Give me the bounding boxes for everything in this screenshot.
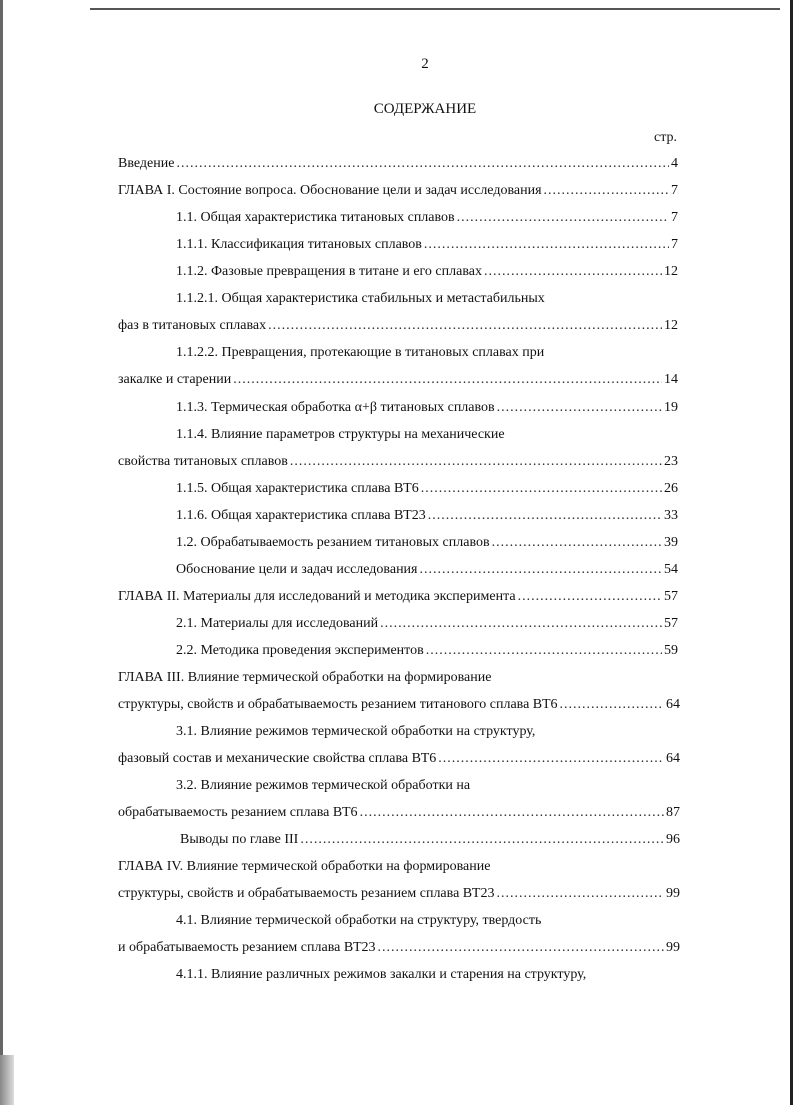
toc-entry-text: ГЛАВА III. Влияние термической обработки на формирование: [118, 670, 492, 685]
scan-top-edge: [90, 8, 780, 10]
toc-entry-text: Введение: [118, 156, 175, 171]
toc-entry-text: ГЛАВА II. Материалы для исследований и методика эксперимента: [118, 589, 516, 604]
page-title: СОДЕРЖАНИЕ: [373, 101, 477, 117]
toc-entry-text: и обрабатываемость резанием сплава ВТ23: [118, 940, 376, 955]
toc-entry: [176, 721, 535, 743]
toc-entry-page: 99: [666, 886, 680, 901]
toc-dot-leader: [420, 559, 663, 581]
toc-dot-leader: [378, 937, 664, 959]
toc-entry-page: 19: [664, 400, 678, 415]
toc-entry-text: 1.1.4. Влияние параметров структуры на механические: [176, 427, 505, 442]
toc-entry: [118, 937, 680, 959]
toc-entry: [118, 856, 490, 878]
toc-entry: [176, 288, 545, 310]
toc-entry-text: 4.1.1. Влияние различных режимов закалки и старения на структуру,: [176, 967, 587, 982]
toc-dot-leader: [492, 532, 662, 554]
toc-entry-text: 4.1. Влияние термической обработки на структуру, твердость: [176, 913, 542, 928]
toc-entry-page: 12: [664, 318, 678, 333]
toc-entry-page: 12: [664, 264, 678, 279]
toc-entry: [176, 478, 678, 500]
toc-entry: [176, 532, 678, 554]
toc-entry: [176, 424, 505, 446]
toc-entry-page: 7: [671, 237, 678, 252]
toc-entry-text: 3.2. Влияние режимов термической обработки на: [176, 778, 471, 793]
toc-entry: [176, 775, 470, 797]
toc-dot-leader: [426, 640, 662, 662]
toc-entry-page: 7: [671, 210, 678, 225]
toc-dot-leader: [497, 397, 662, 419]
toc-dot-leader: [290, 451, 662, 473]
toc-entry-text: 1.1.2.2. Превращения, протекающие в титановых сплавах при: [176, 345, 545, 360]
toc-entry-text: 2.1. Материалы для исследований: [176, 616, 379, 631]
toc-entry-page: 99: [666, 940, 680, 955]
toc-entry: [176, 342, 544, 364]
toc-entry: [176, 559, 678, 581]
toc-entry-text: обрабатываемость резанием сплава ВТ6: [118, 805, 358, 820]
toc-entry: [118, 667, 491, 689]
toc-entry-text: 1.1.1. Классификация титановых сплавов: [176, 237, 422, 252]
toc-entry: [176, 964, 586, 986]
toc-entry: [180, 829, 680, 851]
toc-entry-page: 23: [664, 454, 678, 469]
page-column-label: стр.: [654, 130, 678, 145]
toc-dot-leader: [300, 829, 664, 851]
toc-entry: [176, 261, 678, 283]
toc-entry-text: свойства титановых сплавов: [118, 454, 288, 469]
toc-entry-text: закалке и старении: [118, 372, 232, 387]
toc-entry-page: 26: [664, 481, 678, 496]
toc-entry-text: 1.1.2.1. Общая характеристика стабильных и метастабильных: [176, 291, 545, 306]
toc-dot-leader: [176, 153, 669, 175]
toc-entry-page: 57: [664, 616, 678, 631]
toc-dot-leader: [544, 180, 669, 202]
toc-entry: [118, 153, 678, 175]
toc-entry-text: Выводы по главе III: [180, 832, 299, 847]
toc-entry: [176, 207, 678, 229]
toc-dot-leader: [560, 694, 665, 716]
toc-entry-text: 1.1.6. Общая характеристика сплава ВТ23: [176, 508, 426, 523]
toc-dot-leader: [233, 369, 662, 391]
toc-entry: [118, 586, 678, 608]
toc-entry: [176, 505, 678, 527]
toc-entry-page: 96: [666, 832, 680, 847]
toc-dot-leader: [360, 802, 664, 824]
toc-entry: [118, 694, 680, 716]
toc-dot-leader: [380, 613, 662, 635]
toc-dot-leader: [438, 748, 664, 770]
toc-entry-page: 57: [664, 589, 678, 604]
scan-left-edge: [0, 0, 3, 1105]
toc-entry-text: 3.1. Влияние режимов термической обработки на структуру,: [176, 724, 536, 739]
toc-entry: [118, 180, 678, 202]
toc-entry-text: 1.1.2. Фазовые превращения в титане и его сплавах: [176, 264, 482, 279]
toc-entry-text: 1.1.3. Термическая обработка α+β титановых сплавов: [176, 400, 495, 415]
toc-entry: [176, 910, 541, 932]
scan-corner-mark: [0, 1055, 14, 1105]
toc-entry: [118, 748, 680, 770]
toc-entry-page: 39: [664, 535, 678, 550]
toc-entry-text: 1.1. Общая характеристика титановых сплавов: [176, 210, 455, 225]
toc-entry: [176, 613, 678, 635]
toc-entry: [118, 883, 680, 905]
toc-entry-text: 1.2. Обрабатываемость резанием титановых сплавов: [176, 535, 490, 550]
toc-entry-page: 64: [666, 751, 680, 766]
toc-entry-page: 64: [666, 697, 680, 712]
toc-dot-leader: [484, 261, 662, 283]
toc-entry-text: структуры, свойств и обрабатываемость резанием сплава ВТ23: [118, 886, 495, 901]
toc-entry: [118, 802, 680, 824]
toc-entry: [118, 369, 678, 391]
toc-dot-leader: [428, 505, 662, 527]
toc-entry-page: 59: [664, 643, 678, 658]
toc-dot-leader: [421, 478, 662, 500]
toc-entry-page: 87: [666, 805, 680, 820]
toc-dot-leader: [424, 234, 669, 256]
toc-entry-page: 33: [664, 508, 678, 523]
toc-entry-text: фазовый состав и механические свойства сплава ВТ6: [118, 751, 437, 766]
toc-entry: [176, 234, 678, 256]
toc-dot-leader: [496, 883, 664, 905]
toc-entry-page: 4: [671, 156, 678, 171]
toc-entry: [176, 640, 678, 662]
toc-entry: [176, 397, 678, 419]
toc-dot-leader: [457, 207, 669, 229]
toc-entry: [118, 315, 678, 337]
toc-entry-text: 1.1.5. Общая характеристика сплава ВТ6: [176, 481, 419, 496]
toc-entry-text: ГЛАВА I. Состояние вопроса. Обоснование цели и задач исследования: [118, 183, 542, 198]
toc-dot-leader: [518, 586, 662, 608]
toc-entry-page: 7: [671, 183, 678, 198]
toc-entry-text: структуры, свойств и обрабатываемость резанием титанового сплава ВТ6: [118, 697, 558, 712]
toc-entry-page: 14: [664, 372, 678, 387]
toc-dot-leader: [268, 315, 662, 337]
toc-entry-text: 2.2. Методика проведения экспериментов: [176, 643, 424, 658]
page-number: 2: [421, 56, 429, 72]
toc-entry-page: 54: [664, 562, 678, 577]
toc-entry-text: ГЛАВА IV. Влияние термической обработки на формирование: [118, 859, 491, 874]
toc-entry-text: Обоснование цели и задач исследования: [176, 562, 418, 577]
toc-entry: [118, 451, 678, 473]
toc-entry-text: фаз в титановых сплавах: [118, 318, 267, 333]
